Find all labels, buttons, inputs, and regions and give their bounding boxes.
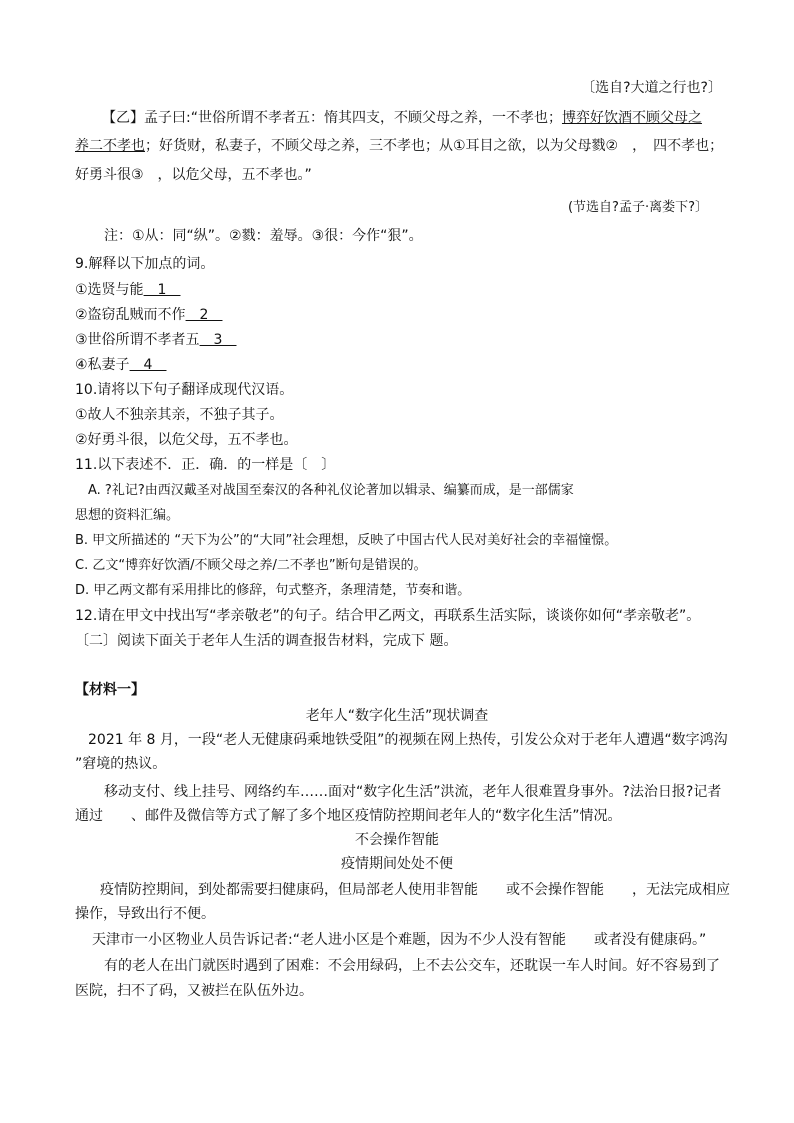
m1-p3-line1: 疫情防控期间，到处都需要扫健康码，但局部老人使用非智能 或不会操作智能 ，无法完成相应: [100, 882, 730, 898]
q11-option-b: B. 甲文所描述的 “天下为公”的“大同”社会理想，反映了中国古代人民对美好社会的幸福憧憬。: [75, 533, 618, 548]
yi-line-2: [75, 136, 723, 156]
answer-blank: 4: [129, 357, 167, 373]
part2-heading: 〔二〕阅读下面关于老年人生活的调查报告材料，完成下 题。: [75, 633, 458, 649]
q9-title: 9.解释以下加点的词。: [75, 256, 215, 272]
q9-item-2: ②盗窃乱贼而不作 2: [75, 307, 223, 323]
q11-option-d: D. 甲乙两文都有采用排比的修辞，句式整齐，条理清楚，节奏和谐。: [75, 583, 471, 598]
q12: 12.请在甲文中找出写“孝亲敬老”的句子。结合甲乙两文，再联系生活实际，谈谈你如何“孝亲敬老”。: [75, 608, 701, 624]
q9-item-1: ①选贤与能 1: [75, 282, 181, 298]
m1-p5-line1: 有的老人在出门就医时遇到了困难：不会用绿码，上不去公交车，还耽误一车人时间。好不容易到了: [104, 958, 720, 974]
m1-subheading-1: 不会操作智能: [355, 832, 439, 848]
answer-blank: 2: [185, 307, 223, 323]
material1-label: 【材料一】: [75, 682, 145, 698]
q10-title: 10.请将以下句子翻译成现代汉语。: [75, 382, 294, 398]
yi-line-1: [102, 108, 702, 128]
q9-item-4: ④私妻子 4: [75, 357, 167, 373]
m1-p1-line2: ”窘境的热议。: [75, 756, 167, 772]
source-yi: (节选自?孟子·离娄下?〕: [567, 200, 708, 215]
m1-p2-line2: 通过 、邮件及微信等方式了解了多个地区疫情防控期间老年人的“数字化生活”情况。: [75, 808, 622, 824]
source-top: 〔选自?大道之行也?〕: [581, 80, 722, 96]
q9-item-3: ③世俗所谓不孝者五 3: [75, 332, 237, 348]
m1-p3-line2: 操作，导致出行不便。: [75, 906, 215, 922]
material1-title: 老年人“数字化生活”现状调查: [305, 708, 489, 724]
yi-line-3: 好勇斗很③ ，以危父母，五不孝也。”: [75, 167, 312, 183]
yi-underlined-2: 养二不孝也: [75, 138, 145, 154]
q10-item-1: ①故人不独亲其亲，不独子其子。: [75, 407, 284, 423]
m1-p2-line1: 移动支付、线上挂号、网络约车……面对“数字化生活”洪流，老年人很难置身事外。?法治日报?记者: [104, 784, 722, 800]
yi-line-2-text: ；好货财，私妻子，不顾父母之养，三不孝也；从①耳目之欲，以为父母戮② ， 四不孝也；: [145, 138, 724, 154]
answer-blank: 3: [199, 332, 237, 348]
m1-p1-line1: 2021 年 8 月，一段“老人无健康码乘地铁受阻”的视频在网上热传，引发公众对于老年人遭遇“数字鸿沟: [88, 732, 728, 748]
q11-option-a-cont: 思想的资料汇编。: [75, 508, 180, 523]
answer-blank: 1: [143, 282, 181, 298]
m1-p4: 天津市一小区物业人员告诉记者:“老人进小区是个难题，因为不少人没有智能 或者没有健康码。”: [92, 932, 707, 948]
q11-option-c: C. 乙文“博弈好饮酒/不顾父母之养/二不孝也”断句是错误的。: [75, 558, 427, 573]
q11-title: 11.以下表述不．正．确．的一样是〔 〕: [75, 457, 336, 473]
yi-line-1-text: 【乙】孟子曰:“世俗所谓不孝者五：惰其四支，不顾父母之养，一不孝也；: [102, 110, 562, 126]
q11-option-a: A. ?礼记?由西汉戴圣对战国至秦汉的各种礼仪论著加以辑录、编纂而成，是一部儒家: [88, 483, 574, 498]
annotation-note: 注：①从：同“纵”。②戮：羞辱。③很：今作“狠”。: [104, 228, 423, 244]
m1-subheading-2: 疫情期间处处不便: [341, 856, 453, 872]
yi-underlined-1: 博弈好饮酒不顾父母之: [561, 110, 702, 126]
m1-p5-line2: 医院，扫不了码，又被拦在队伍外边。: [75, 983, 313, 999]
q10-item-2: ②好勇斗很，以危父母，五不孝也。: [75, 432, 298, 448]
